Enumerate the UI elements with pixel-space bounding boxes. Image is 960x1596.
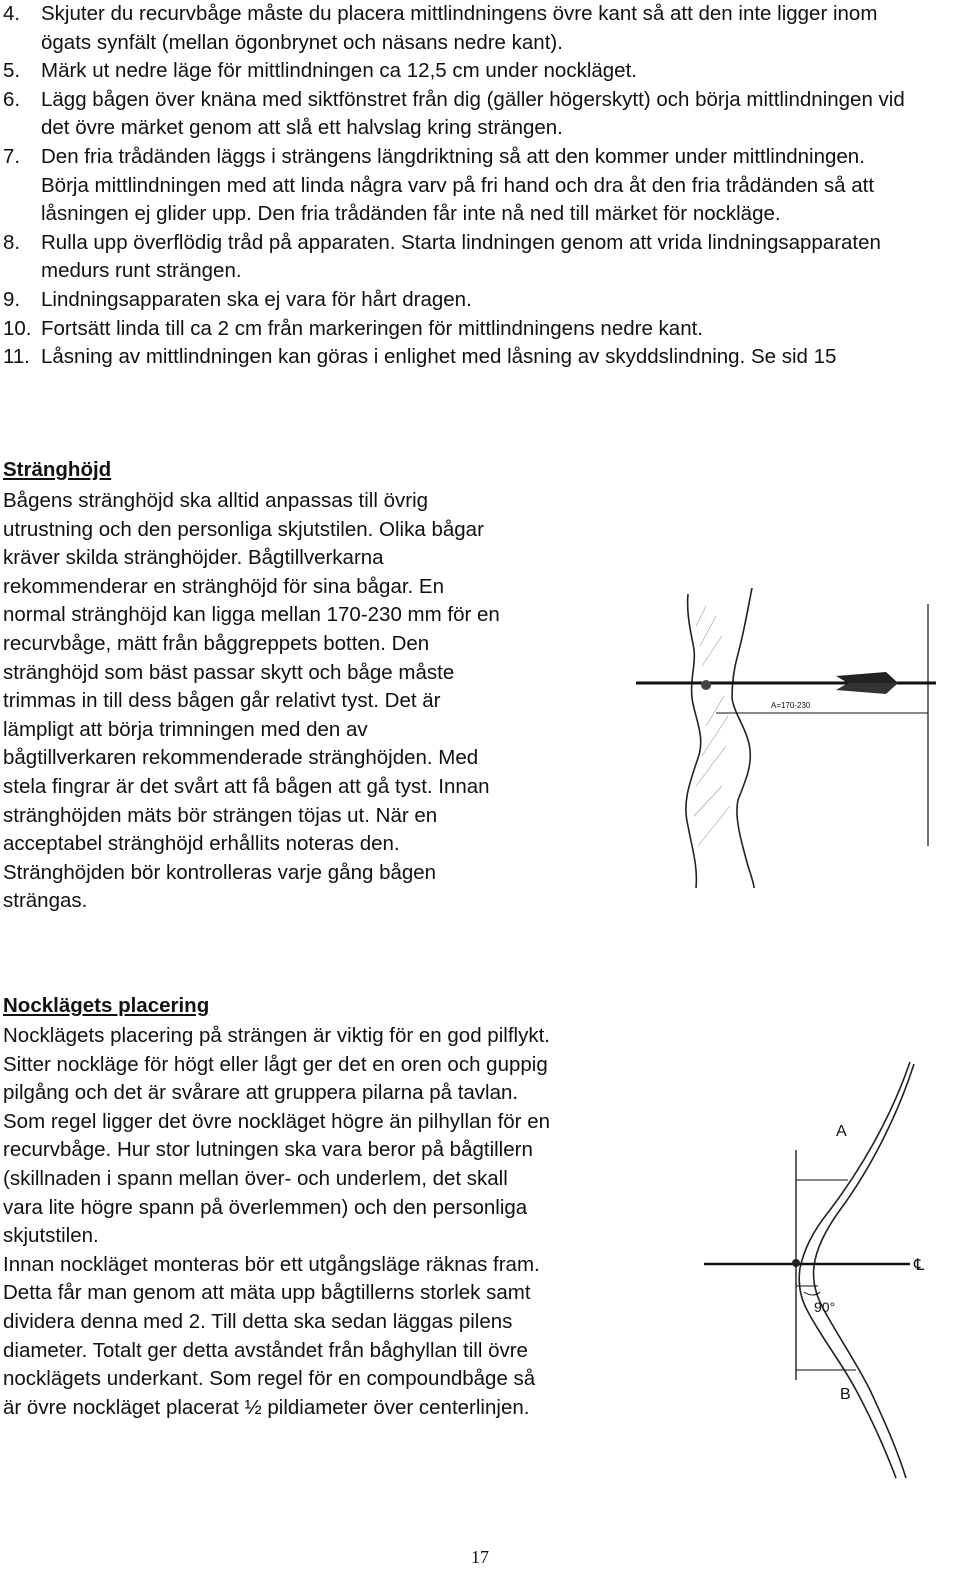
text-line: Detta får man genom att mäta upp bågtillerns storlek samt — [3, 1281, 531, 1305]
step-item: 4. Skjuter du recurvbåge måste du placera mittlindningens övre kant så att den inte ligger inom ögats synfält (mellan ögonbrynet och näsans nedre kant). — [3, 2, 878, 54]
centerline-label: ℄ — [914, 1255, 925, 1274]
text-line: lämpligt att börja trimningen med den av — [3, 717, 368, 741]
text-line: stela fingrar är det svårt att få bågen att gå tyst. Innan — [3, 774, 490, 798]
section-heading-stranghojd: Stränghöjd — [3, 458, 112, 481]
text-line: strängas. — [3, 889, 88, 913]
text-line: recurvbåge. Hur stor lutningen ska vara beror på bågtillern — [3, 1138, 533, 1162]
right-angle-label: 90° — [814, 1299, 836, 1315]
step-item: 6. Lägg bågen över knäna med siktfönstret från dig (gäller högerskytt) och börja mittlindningen vid det övre märket genom att slå ett halvslag kring strängen. — [3, 87, 905, 140]
text-line: Innan nockläget monteras bör ett utgångsläge räknas fram. — [3, 1252, 540, 1276]
tiller-label-b: B — [840, 1386, 851, 1403]
section-heading-nocklage: Nocklägets placering — [3, 994, 210, 1017]
section-paragraph-nocklage — [3, 1022, 678, 1422]
text-line: Sitter nockläge för högt eller lågt ger det en oren och guppig — [3, 1052, 548, 1076]
brace-height-label: A=170-230 — [771, 701, 811, 710]
text-line: Bågens stränghöjd ska alltid anpassas till övrig — [3, 489, 429, 512]
text-line: Som regel ligger det övre nockläget högre än pilhyllan för en — [3, 1109, 550, 1133]
tiller-label-a: A — [836, 1123, 847, 1140]
text-line: stränghöjden mäts bör strängen töjas ut. När en — [3, 803, 438, 827]
step-item: 11. Låsning av mittlindningen kan göras i enlighet med låsning av skyddslindning. Se sid 15 — [3, 345, 837, 369]
text-line: pilgång och det är svårare att gruppera pilarna på tavlan. — [3, 1081, 519, 1105]
step-item: 7. Den fria trådänden läggs i strängens längdriktning så att den kommer under mittlindningen. Börja mittlindningen med att linda några varv på fri hand och dra åt den fria trådänden så att låsningen ej glider upp. Den fria trådänden får inte nå ned till märket för nockläge. — [3, 144, 875, 226]
step-item: 5. Märk ut nedre läge för mittlindningen ca 12,5 cm under nockläget. — [3, 59, 637, 83]
text-line: normal stränghöjd kan ligga mellan 170-230 mm för en — [3, 603, 500, 627]
text-line: vara lite högre spann på överlemmen) och den personliga — [3, 1195, 528, 1219]
text-line: kräver skilda stränghöjder. Bågtillverkarna — [3, 546, 384, 570]
text-line: diameter. Totalt ger detta avståndet från båghyllan till övre — [3, 1338, 528, 1362]
text-line: dividera denna med 2. Till detta ska sedan läggas pilens — [3, 1309, 513, 1333]
text-line: acceptabel stränghöjd erhållits noteras den. — [3, 832, 400, 856]
text-line: nocklägets underkant. Som regel för en compoundbåge så — [3, 1367, 536, 1391]
text-line: stränghöjd som bäst passar skytt och båge måste — [3, 660, 455, 684]
step-item: 10. Fortsätt linda till ca 2 cm från markeringen för mittlindningens nedre kant. — [3, 316, 703, 340]
text-line: skjutstilen. — [3, 1224, 99, 1248]
text-line: bågtillverkaren rekommenderade stränghöjden. Med — [3, 746, 479, 770]
brace-height-figure — [636, 586, 946, 888]
numbered-steps-list — [0, 0, 910, 372]
text-line: Nocklägets placering på strängen är viktig för en god pilflykt. — [3, 1024, 550, 1047]
text-line: utrustning och den personliga skjutstilen. Olika bågar — [3, 517, 484, 541]
text-line: trimmas in till dess bågen går relativt tyst. Det är — [3, 689, 441, 713]
page-number: 17 — [471, 1547, 489, 1567]
text-line: Stränghöjden bör kontrolleras varje gång bågen — [3, 860, 437, 884]
text-line: (skillnaden i spann mellan över- och underlem, det skall — [3, 1166, 508, 1190]
text-line: rekommenderar en stränghöjd för sina bågar. En — [3, 574, 445, 598]
step-item: 8. Rulla upp överflödig tråd på apparaten. Starta lindningen genom att vrida lindningsapparaten medurs runt strängen. — [3, 230, 881, 283]
step-item: 9. Lindningsapparaten ska ej vara för hårt dragen. — [3, 287, 472, 311]
text-line: är övre nockläget placerat ½ pildiameter över centerlinjen. — [3, 1395, 530, 1419]
text-line: recurvbåge, mätt från båggreppets botten. Den — [3, 631, 430, 655]
section-paragraph-stranghojd — [3, 487, 613, 916]
bow-tiller-figure — [700, 1060, 950, 1480]
